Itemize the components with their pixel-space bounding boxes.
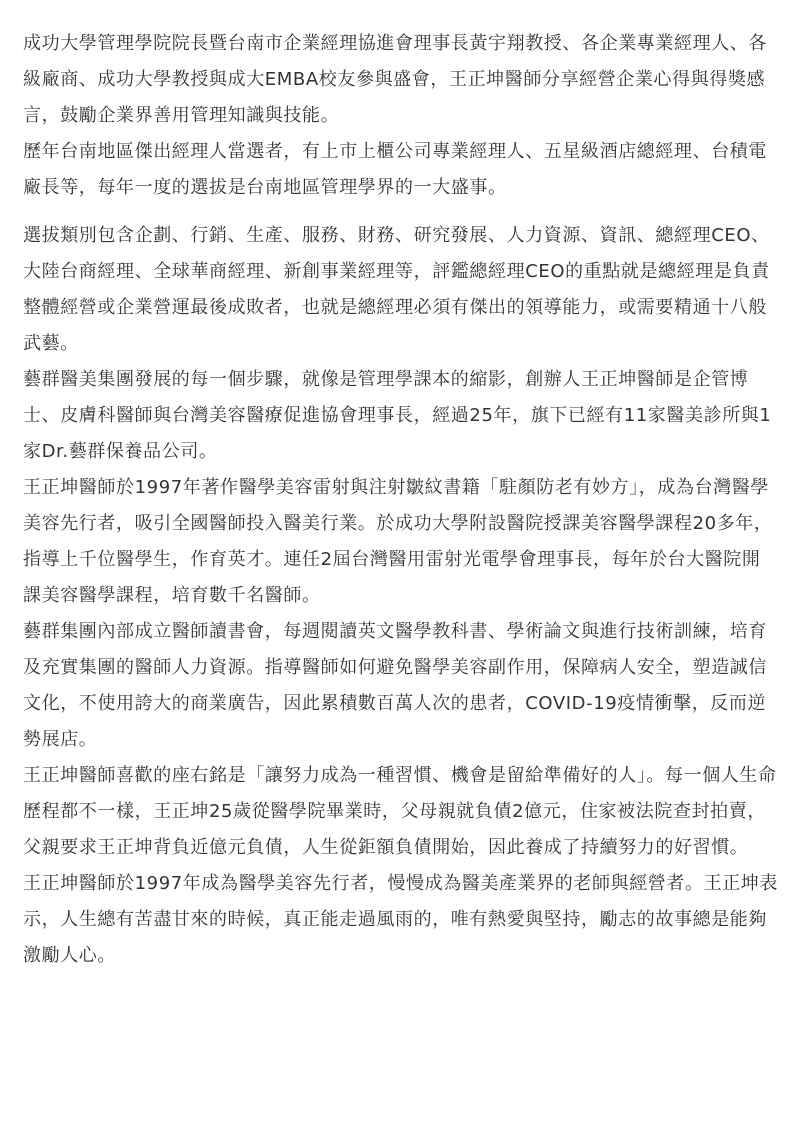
paragraph-ceremony: 成功大學管理學院院長暨台南市企業經理協進會理事長黃宇翔教授、各企業專業經理人、各級廠商、成功大學教授與成大EMBA校友參與盛會，王正坤醫師分享經營企業心得與得獎感言，鼓勵企業界善用管理知識與技能。 xyxy=(23,33,767,126)
paragraph-reading-club: 藝群集團內部成立醫師讀書會，每週閱讀英文醫學教科書、學術論文與進行技術訓練，培育及充實集團的醫師人力資源。指導醫師如何避免醫學美容副作用，保障病人安全，塑造誠信文化，不使用誇大的商業廣告，因此累積數百萬人次的患者，COVID-19疫情衝擊，反而逆勢展店。 xyxy=(23,621,767,750)
paragraph-group-development: 藝群醫美集團發展的每一個步驟，就像是管理學課本的縮影，創辦人王正坤醫師是企管博士、皮膚科醫師與台灣美容醫療促進協會理事長，經過25年，旗下已經有11家醫美診所與1家Dr.藝群保養品公司。 xyxy=(23,369,772,462)
paragraph-motto: 王正坤醫師喜歡的座右銘是「讓努力成為一種習慣、機會是留給準備好的人」。每一個人生命歷程都不一樣，王正坤25歲從醫學院畢業時，父母親就負債2億元，住家被法院查封拍賣，父親要求王正坤背負近億元負債，人生從鉅額負債開始，因此養成了持續努力的好習慣。 xyxy=(23,765,777,858)
paragraph-pioneer-1997: 王正坤醫師於1997年著作醫學美容雷射與注射皺紋書籍「駐顏防老有妙方」，成為台灣醫學美容先行者，吸引全國醫師投入醫美行業。於成功大學附設醫院授課美容醫學課程20多年，指導上千位醫學生，作育英才。連任2屆台灣醫用雷射光電學會理事長，每年於台大醫院開課美容醫學課程，培育數千名醫師。 xyxy=(23,477,773,606)
paragraph-past-winners: 歷年台南地區傑出經理人當選者，有上市上櫃公司專業經理人、五星級酒店總經理、台積電廠長等，每年一度的選拔是台南地區管理學界的一大盛事。 xyxy=(23,141,767,198)
paragraph-conclusion: 王正坤醫師於1997年成為醫學美容先行者，慢慢成為醫美產業界的老師與經營者。王正坤表示，人生總有苦盡甘來的時候，真正能走過風雨的，唯有熱愛與堅持，勵志的故事總是能夠激勵人心。 xyxy=(23,873,779,966)
paragraph-categories: 選拔類別包含企劃、行銷、生產、服務、財務、研究發展、人力資源、資訊、總經理CEO、大陸台商經理、全球華商經理、新創事業經理等，評鑑總經理CEO的重點就是總經理是負責整體經營或企業營運最後成敗者，也就是總經理必須有傑出的領導能力，或需要精通十八般武藝。 xyxy=(23,225,770,354)
